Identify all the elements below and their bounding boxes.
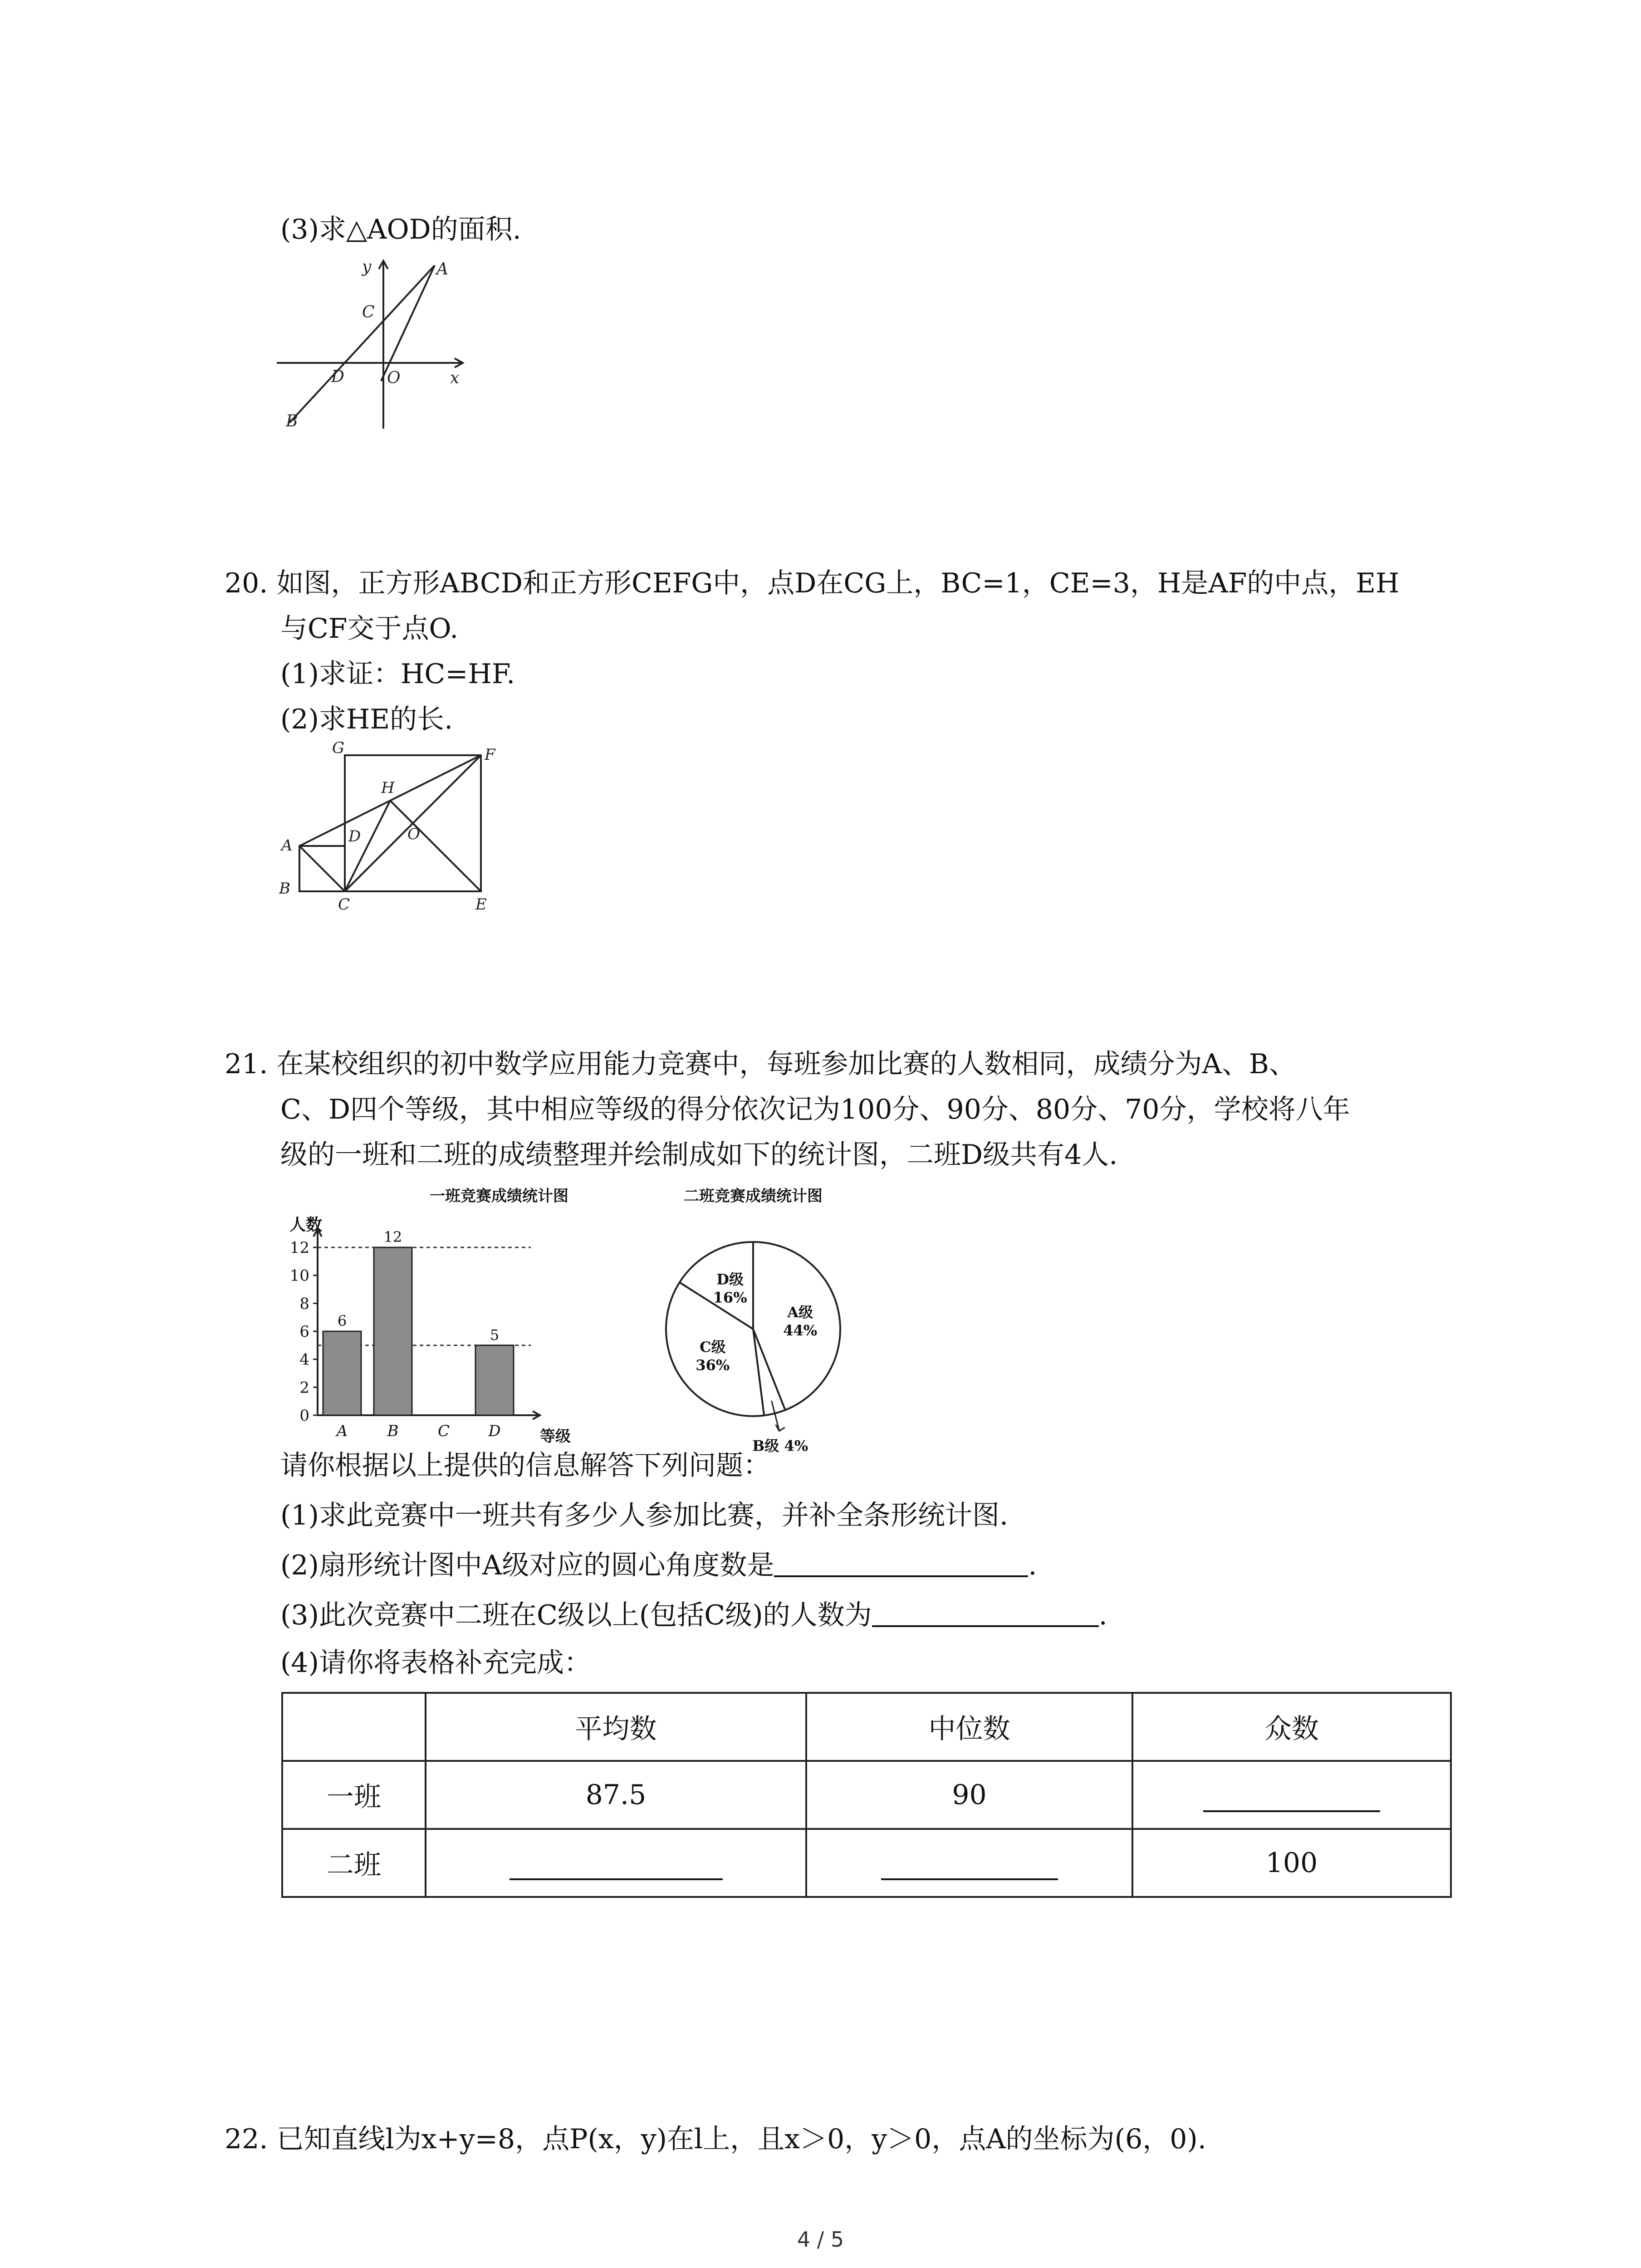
q21-part1: (1)求此竞赛中一班共有多少人参加比赛，并补全条形统计图. — [280, 1500, 1009, 1531]
pie-slice-label: D级 — [716, 1271, 744, 1288]
q20-part2: (2)求HE的长. — [280, 704, 453, 735]
figure-19 — [272, 254, 481, 435]
pie-slice-pct: 36% — [696, 1356, 730, 1374]
bar-category-label: D — [488, 1422, 501, 1440]
table-header-row — [282, 1693, 1451, 1761]
answer-blank-mean[interactable] — [509, 1851, 723, 1880]
bar-y-tick-label: 8 — [299, 1295, 309, 1313]
answer-blank-mode[interactable] — [1203, 1783, 1380, 1812]
bar-chart-ylabel: 人数 — [289, 1215, 323, 1234]
answer-blank-2[interactable] — [774, 1550, 1028, 1577]
table-row-label: 二班 — [282, 1829, 426, 1897]
q21-intro: 请你根据以上提供的信息解答下列问题： — [280, 1450, 770, 1481]
fig19-label-b: B — [286, 412, 298, 430]
q20-line1: 20. 如图，正方形ABCD和正方形CEFG中，点D在CG上，BC=1，CE=3，H是AF的中点，EH — [225, 567, 1400, 599]
bar-data-label: 5 — [490, 1326, 500, 1344]
fig20-label-c: C — [338, 895, 350, 912]
fig20-label-f: F — [485, 746, 495, 764]
q21-line1: 21. 在某校组织的初中数学应用能力竞赛中，每班参加比赛的人数相同，成绩分为A、B、 — [225, 1048, 1296, 1080]
table-row — [282, 1761, 1451, 1829]
table-header-median: 中位数 — [806, 1693, 1132, 1761]
bar-y-tick-label: 2 — [299, 1378, 309, 1397]
figure-20 — [272, 739, 508, 912]
fig20-label-a: A — [281, 836, 293, 855]
fig20-label-g: G — [332, 739, 345, 757]
bar-B — [374, 1247, 412, 1415]
bar-A — [323, 1331, 361, 1415]
pie-chart-title: 二班竞赛成绩统计图 — [684, 1187, 823, 1205]
table-row-label: 一班 — [282, 1761, 426, 1829]
bar-category-label: C — [437, 1422, 450, 1440]
table-cell-mean-blank[interactable] — [426, 1829, 806, 1897]
bar-D — [475, 1345, 514, 1415]
fig19-label-y: y — [362, 258, 372, 276]
pie-slice-label: B级 4% — [752, 1437, 808, 1455]
q21-line3: 级的一班和二班的成绩整理并绘制成如下的统计图，二班D级共有4人. — [280, 1139, 1118, 1171]
q21-part4: (4)请你将表格补充完成： — [280, 1647, 591, 1679]
bar-category-label: B — [387, 1422, 399, 1440]
q21-line2: C、D四个等级，其中相应等级的得分依次记为100分、90分、80分、70分，学校将八年 — [280, 1094, 1350, 1125]
q22-line1: 22. 已知直线l为x+y=8，点P(x，y)在l上，且x＞0，y＞0，点A的坐标为(6，0). — [225, 2123, 1206, 2155]
fig19-label-c: C — [362, 303, 375, 322]
bar-chart-xlabel: 等级 — [540, 1427, 571, 1446]
stats-table — [281, 1692, 1452, 1898]
fig19-label-a: A — [436, 260, 448, 279]
pie-slice-label: A级 — [787, 1304, 813, 1321]
q20-part1: (1)求证：HC=HF. — [280, 658, 515, 690]
fig20-label-d: D — [348, 827, 361, 846]
fig20-label-h: H — [381, 779, 395, 797]
pie-slice-pct: 16% — [713, 1289, 747, 1306]
table-row — [282, 1829, 1451, 1897]
table-cell-median: 90 — [806, 1761, 1132, 1829]
pie-chart-class2 — [644, 1179, 880, 1461]
q21-part3-period: . — [1098, 1599, 1107, 1631]
bar-category-label: A — [336, 1422, 348, 1440]
bar-chart-class1 — [272, 1179, 599, 1461]
bar-y-tick-label: 4 — [299, 1350, 309, 1369]
fig20-label-o: O — [407, 825, 420, 843]
q21-part3-line — [280, 1599, 1107, 1632]
table-header-mean: 平均数 — [426, 1693, 806, 1761]
bar-y-tick-label: 0 — [299, 1407, 309, 1425]
fig20-label-e: E — [475, 895, 487, 912]
fig19-label-x: x — [450, 369, 460, 387]
table-cell-mode-blank[interactable] — [1132, 1761, 1451, 1829]
bar-chart-title: 一班竞赛成绩统计图 — [430, 1187, 568, 1205]
fig20-label-b: B — [279, 880, 290, 898]
bar-y-tick-label: 12 — [289, 1239, 309, 1257]
q21-part2-period: . — [1028, 1549, 1037, 1581]
page-number: 4 / 5 — [797, 2227, 844, 2252]
table-header-corner — [282, 1693, 426, 1761]
q21-part3: (3)此次竞赛中二班在C级以上(包括C级)的人数为 — [280, 1599, 872, 1631]
q20-line2: 与CF交于点O. — [280, 613, 459, 645]
table-cell-mean: 87.5 — [426, 1761, 806, 1829]
table-cell-mode: 100 — [1132, 1829, 1451, 1897]
table-header-mode: 众数 — [1132, 1693, 1451, 1761]
bar-data-label: 12 — [383, 1228, 402, 1246]
fig19-label-d: D — [331, 367, 344, 386]
pie-slice-pct: 44% — [783, 1322, 818, 1339]
pie-leader-arrow — [776, 1425, 785, 1431]
bar-data-label: 6 — [337, 1312, 347, 1330]
pie-slice-label: C级 — [700, 1338, 726, 1356]
answer-blank-median[interactable] — [881, 1851, 1058, 1880]
q21-part2-line — [280, 1549, 1037, 1582]
bar-y-tick-label: 10 — [289, 1266, 309, 1285]
bar-y-tick-label: 6 — [299, 1323, 309, 1341]
answer-blank-3[interactable] — [872, 1600, 1099, 1627]
q21-part2: (2)扇形统计图中A级对应的圆心角度数是 — [280, 1549, 774, 1581]
fig19-label-o: O — [387, 369, 401, 387]
q19-part3: (3)求△AOD的面积. — [280, 214, 521, 245]
table-cell-median-blank[interactable] — [806, 1829, 1132, 1897]
